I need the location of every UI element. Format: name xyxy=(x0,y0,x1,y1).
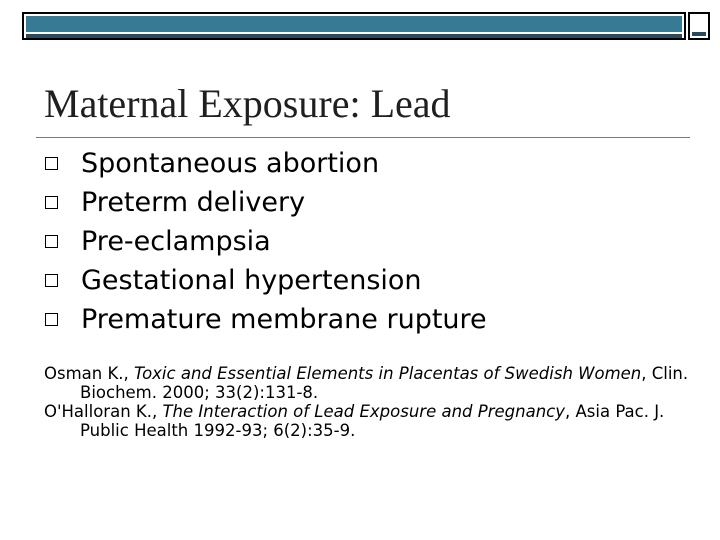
hollow-square-icon xyxy=(45,313,58,326)
title-divider xyxy=(36,137,690,138)
bullet-text: Premature membrane rupture xyxy=(81,303,487,335)
bullet-item xyxy=(44,183,487,222)
bullet-text: Preterm delivery xyxy=(81,186,306,218)
header-bar-underline xyxy=(26,34,682,38)
bullet-text: Spontaneous abortion xyxy=(81,147,380,179)
reference-item xyxy=(44,402,694,440)
header-corner-box xyxy=(688,12,710,40)
bullet-list xyxy=(44,144,487,339)
reference-item xyxy=(44,364,694,402)
hollow-square-icon xyxy=(45,274,58,287)
header-decoration-bar xyxy=(22,12,686,40)
reference-source: , Asia Pac. J. Public Health 1992-93; 6(2):35-9. xyxy=(80,402,665,440)
reference-title: Toxic and Essential Elements in Placentas of Swedish Women xyxy=(134,364,642,383)
slide-title: Maternal Exposure: Lead xyxy=(44,81,451,126)
references xyxy=(44,364,694,440)
reference-author: Osman K., xyxy=(44,364,135,383)
bullet-item xyxy=(44,261,487,300)
hollow-square-icon xyxy=(45,157,58,170)
reference-author: O'Halloran K., xyxy=(44,402,163,421)
bullet-text: Pre-eclampsia xyxy=(81,225,271,257)
hollow-square-icon xyxy=(45,196,58,209)
bullet-item xyxy=(44,144,487,183)
reference-source: , Clin. Biochem. 2000; 33(2):131-8. xyxy=(80,364,689,402)
hollow-square-icon xyxy=(45,235,58,248)
header-bar-fill xyxy=(26,16,682,32)
bullet-text: Gestational hypertension xyxy=(81,264,422,296)
bullet-item xyxy=(44,300,487,339)
header-corner-box-underline xyxy=(692,32,706,36)
bullet-item xyxy=(44,222,487,261)
reference-title: The Interaction of Lead Exposure and Pregnancy xyxy=(162,402,565,421)
